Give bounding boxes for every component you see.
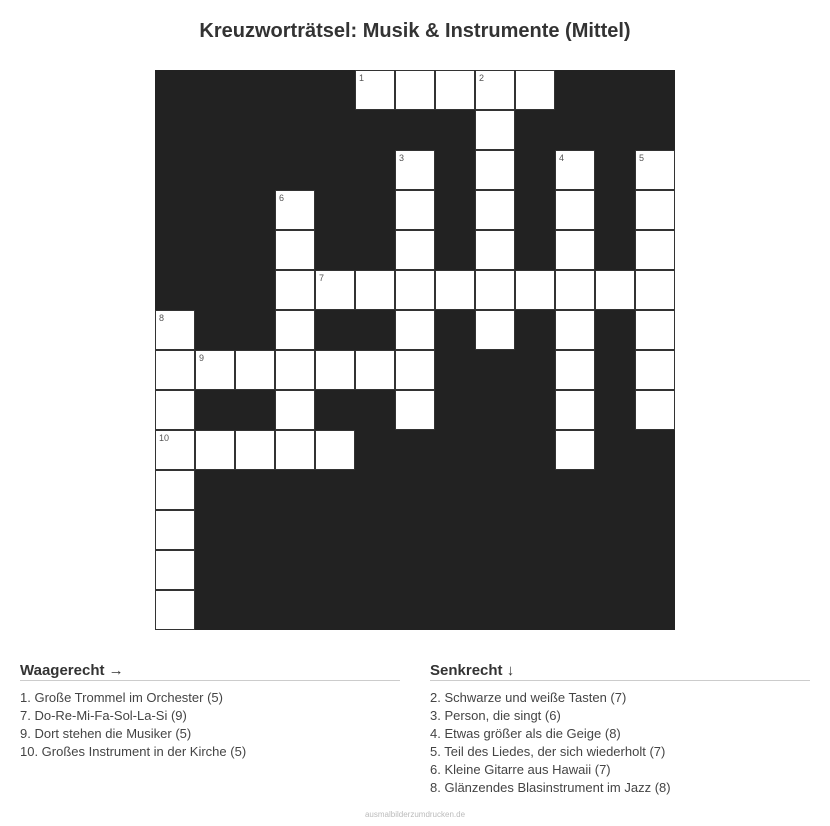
across-clue-list (20, 689, 400, 761)
grid-cell[interactable] (475, 190, 515, 230)
clue-number: 5 (639, 153, 645, 163)
grid-cell[interactable] (555, 150, 595, 190)
grid-cell[interactable] (635, 350, 675, 390)
grid-cell[interactable] (635, 390, 675, 430)
grid-cell[interactable] (635, 150, 675, 190)
grid-cell[interactable] (275, 190, 315, 230)
grid-cell[interactable] (155, 550, 195, 590)
clue-number: 10 (159, 433, 170, 443)
across-clues-section (20, 662, 400, 761)
grid-cell[interactable] (395, 70, 435, 110)
down-clue: 2. Schwarze und weiße Tasten (7) (430, 690, 627, 705)
grid-cell[interactable] (555, 270, 595, 310)
grid-cell[interactable] (355, 270, 395, 310)
grid-cell[interactable] (315, 270, 355, 310)
grid-cell[interactable] (355, 70, 395, 110)
grid-cell[interactable] (395, 270, 435, 310)
clue-number: 2 (479, 73, 485, 83)
grid-cell[interactable] (635, 270, 675, 310)
clue-number: 4 (559, 153, 565, 163)
across-clue: 10. Großes Instrument in der Kirche (5) (20, 744, 247, 759)
grid-cell[interactable] (555, 190, 595, 230)
clue-number: 3 (399, 153, 405, 163)
grid-cell[interactable] (155, 430, 195, 470)
grid-cell[interactable] (155, 470, 195, 510)
grid-cell[interactable] (395, 230, 435, 270)
grid-cell[interactable] (155, 510, 195, 550)
clue-number: 8 (159, 313, 165, 323)
grid-cell[interactable] (235, 350, 275, 390)
grid-cell[interactable] (155, 350, 195, 390)
across-clue: 7. Do-Re-Mi-Fa-Sol-La-Si (9) (20, 708, 187, 723)
grid-cell[interactable] (395, 310, 435, 350)
across-clue: 9. Dort stehen die Musiker (5) (20, 726, 192, 741)
grid-cell[interactable] (475, 70, 515, 110)
down-clue: 6. Kleine Gitarre aus Hawaii (7) (430, 762, 611, 777)
crossword-grid (155, 70, 675, 630)
across-clue: 1. Große Trommel im Orchester (5) (20, 690, 223, 705)
grid-cell[interactable] (155, 310, 195, 350)
grid-cell[interactable] (275, 270, 315, 310)
down-clue-list (430, 689, 810, 797)
clue-number: 9 (199, 353, 205, 363)
grid-cell[interactable] (355, 350, 395, 390)
grid-cell[interactable] (315, 350, 355, 390)
down-clue: 4. Etwas größer als die Geige (8) (430, 726, 621, 741)
page-title: Kreuzworträtsel: Musik & Instrumente (Mittel) (199, 20, 631, 42)
grid-cell[interactable] (435, 70, 475, 110)
down-heading: Senkrecht ↓ (430, 662, 810, 681)
grid-cell[interactable] (475, 270, 515, 310)
grid-cell[interactable] (395, 150, 435, 190)
down-clues-section (430, 662, 810, 797)
grid-cell[interactable] (475, 110, 515, 150)
grid-cell[interactable] (475, 230, 515, 270)
grid-cell[interactable] (635, 230, 675, 270)
footer-credit: ausmalbilderzumdrucken.de (364, 810, 466, 819)
grid-cell[interactable] (275, 390, 315, 430)
grid-cell[interactable] (555, 230, 595, 270)
grid-cell[interactable] (275, 310, 315, 350)
clue-number: 6 (279, 193, 285, 203)
clue-number: 7 (319, 273, 325, 283)
grid-cell[interactable] (195, 350, 235, 390)
down-clue: 5. Teil des Liedes, der sich wiederholt (7) (430, 744, 666, 759)
down-clue: 3. Person, die singt (6) (430, 708, 561, 723)
grid-cell[interactable] (635, 310, 675, 350)
grid-cell[interactable] (155, 590, 195, 630)
grid-cell[interactable] (555, 350, 595, 390)
grid-cell[interactable] (635, 190, 675, 230)
grid-cell[interactable] (555, 430, 595, 470)
clue-number: 1 (359, 73, 365, 83)
grid-cell[interactable] (475, 310, 515, 350)
grid-cell[interactable] (315, 430, 355, 470)
grid-cell[interactable] (595, 270, 635, 310)
grid-cell[interactable] (275, 430, 315, 470)
grid-cell[interactable] (515, 70, 555, 110)
grid-cell[interactable] (395, 190, 435, 230)
grid-cell[interactable] (435, 270, 475, 310)
grid-cell[interactable] (555, 390, 595, 430)
grid-cell[interactable] (155, 390, 195, 430)
grid-cell[interactable] (395, 390, 435, 430)
grid-cell[interactable] (275, 230, 315, 270)
grid-cell[interactable] (515, 270, 555, 310)
grid-cell[interactable] (275, 350, 315, 390)
grid-cell[interactable] (555, 310, 595, 350)
down-clue: 8. Glänzendes Blasinstrument im Jazz (8) (430, 780, 671, 795)
grid-cell[interactable] (395, 350, 435, 390)
grid-cell[interactable] (235, 430, 275, 470)
grid-cell[interactable] (475, 150, 515, 190)
grid-cell[interactable] (195, 430, 235, 470)
across-heading: Waagerecht → (20, 662, 400, 681)
